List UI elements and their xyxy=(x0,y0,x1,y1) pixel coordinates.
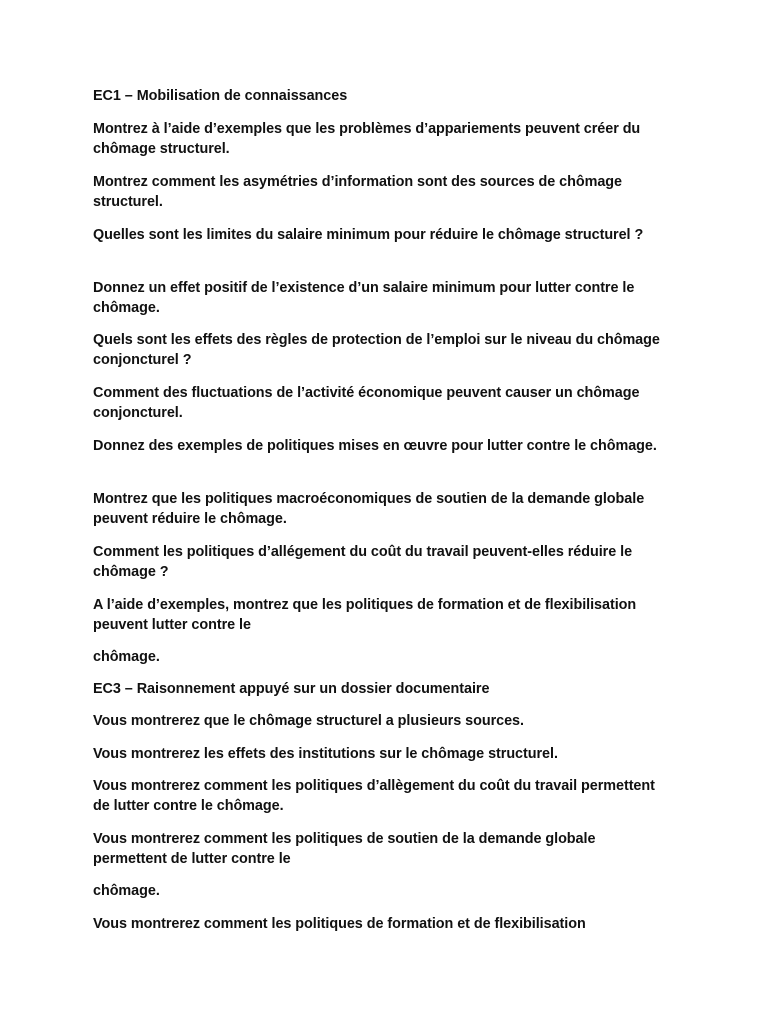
question-paragraph: Comment les politiques d’allégement du coût du travail peuvent-elles réduire le chômage ? xyxy=(93,544,633,580)
section-heading-ec3: EC3 – Raisonnement appuyé sur un dossier documentaire xyxy=(93,681,490,697)
question-paragraph: Vous montrerez que le chômage structurel a plusieurs sources. xyxy=(93,713,524,729)
question-paragraph: Comment des fluctuations de l’activité économique peuvent causer un chômage conjoncturel. xyxy=(93,385,640,421)
question-paragraph: Quelles sont les limites du salaire minimum pour réduire le chômage structurel ? xyxy=(93,227,644,243)
question-paragraph: Montrez comment les asymétries d’information sont des sources de chômage structurel. xyxy=(93,174,622,210)
question-paragraph: A l’aide d’exemples, montrez que les politiques de formation et de flexibilisation peuvent lutter contre le xyxy=(93,597,637,633)
question-paragraph: Vous montrerez comment les politiques de formation et de flexibilisation xyxy=(93,916,586,932)
question-paragraph: Donnez des exemples de politiques mises en œuvre pour lutter contre le chômage. xyxy=(93,438,657,454)
question-paragraph: Montrez à l’aide d’exemples que les problèmes d’appariements peuvent créer du chômage structurel. xyxy=(93,121,641,157)
section-heading-ec1: EC1 – Mobilisation de connaissances xyxy=(93,88,348,104)
question-paragraph: Donnez un effet positif de l’existence d’un salaire minimum pour lutter contre le chômage. xyxy=(93,280,635,316)
question-paragraph: Montrez que les politiques macroéconomiques de soutien de la demande globale peuvent réduire le chômage. xyxy=(93,491,645,527)
question-paragraph-continuation: chômage. xyxy=(93,883,160,899)
question-paragraph-continuation: chômage. xyxy=(93,649,160,665)
question-paragraph: Vous montrerez comment les politiques de soutien de la demande globale permettent de lutter contre le xyxy=(93,831,596,867)
question-paragraph: Quels sont les effets des règles de protection de l’emploi sur le niveau du chômage conjoncturel ? xyxy=(93,332,660,368)
question-paragraph: Vous montrerez les effets des institutions sur le chômage structurel. xyxy=(93,746,558,762)
question-paragraph: Vous montrerez comment les politiques d’allègement du coût du travail permettent de lutter contre le chômage. xyxy=(93,778,655,814)
